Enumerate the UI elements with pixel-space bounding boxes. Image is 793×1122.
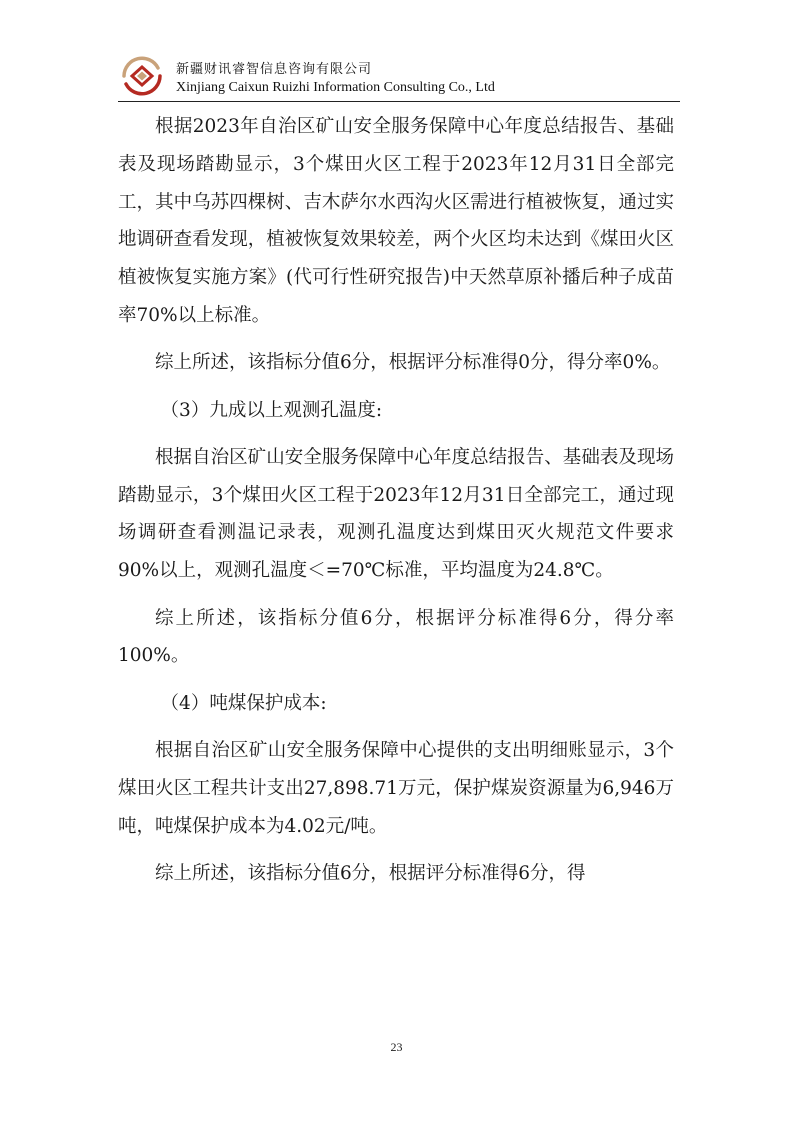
- section-heading-coal-protection-cost: （4）吨煤保护成本:: [160, 692, 327, 714]
- paragraph-summary-indicator-4: 综上所述，该指标分值6分，根据评分标准得6分，得: [155, 862, 586, 884]
- paragraph-summary-indicator-3: 综上所述，该指标分值6分，根据评分标准得6分，得分率100%。: [118, 607, 674, 667]
- section-heading-observation-hole-temperature: （3）九成以上观测孔温度:: [160, 399, 383, 421]
- company-logo-icon: [118, 54, 166, 98]
- company-name-cn: 新疆财讯睿智信息咨询有限公司: [176, 62, 373, 77]
- page-header: [118, 52, 680, 102]
- paragraph-coal-protection-cost: 根据自治区矿山安全服务保障中心提供的支出明细账显示，3个煤田火区工程共计支出27,898.71万元，保护煤炭资源量为6,946万吨，吨煤保护成本为4.02元/吨。: [118, 739, 674, 837]
- page-number: 23: [390, 1040, 403, 1054]
- paragraph-summary-indicator-2: 综上所述，该指标分值6分，根据评分标准得0分，得分率0%。: [155, 352, 671, 374]
- paragraph-vegetation-recovery: 根据2023年自治区矿山安全服务保障中心年度总结报告、基础表及现场踏勘显示，3个煤田火区工程于2023年12月31日全部完工，其中乌苏四棵树、吉木萨尔水西沟火区需进行植被恢复，通过实地调研查看发现，植被恢复效果较差，两个火区均未达到《煤田火区植被恢复实施方案》(代可行性研究报告)中天然草原补播后种子成苗率70%以上标准。: [118, 116, 674, 326]
- header-divider: [118, 101, 680, 102]
- company-name-en: Xinjiang Caixun Ruizhi Information Consulting Co., Ltd: [176, 80, 495, 95]
- document-body: [118, 108, 674, 902]
- paragraph-observation-hole-temperature: 根据自治区矿山安全服务保障中心年度总结报告、基础表及现场踏勘显示，3个煤田火区工程于2023年12月31日全部完工，通过现场调研查看测温记录表，观测孔温度达到煤田灭火规范文件要求90%以上，观测孔温度＜=70℃标准，平均温度为24.8℃。: [118, 446, 674, 582]
